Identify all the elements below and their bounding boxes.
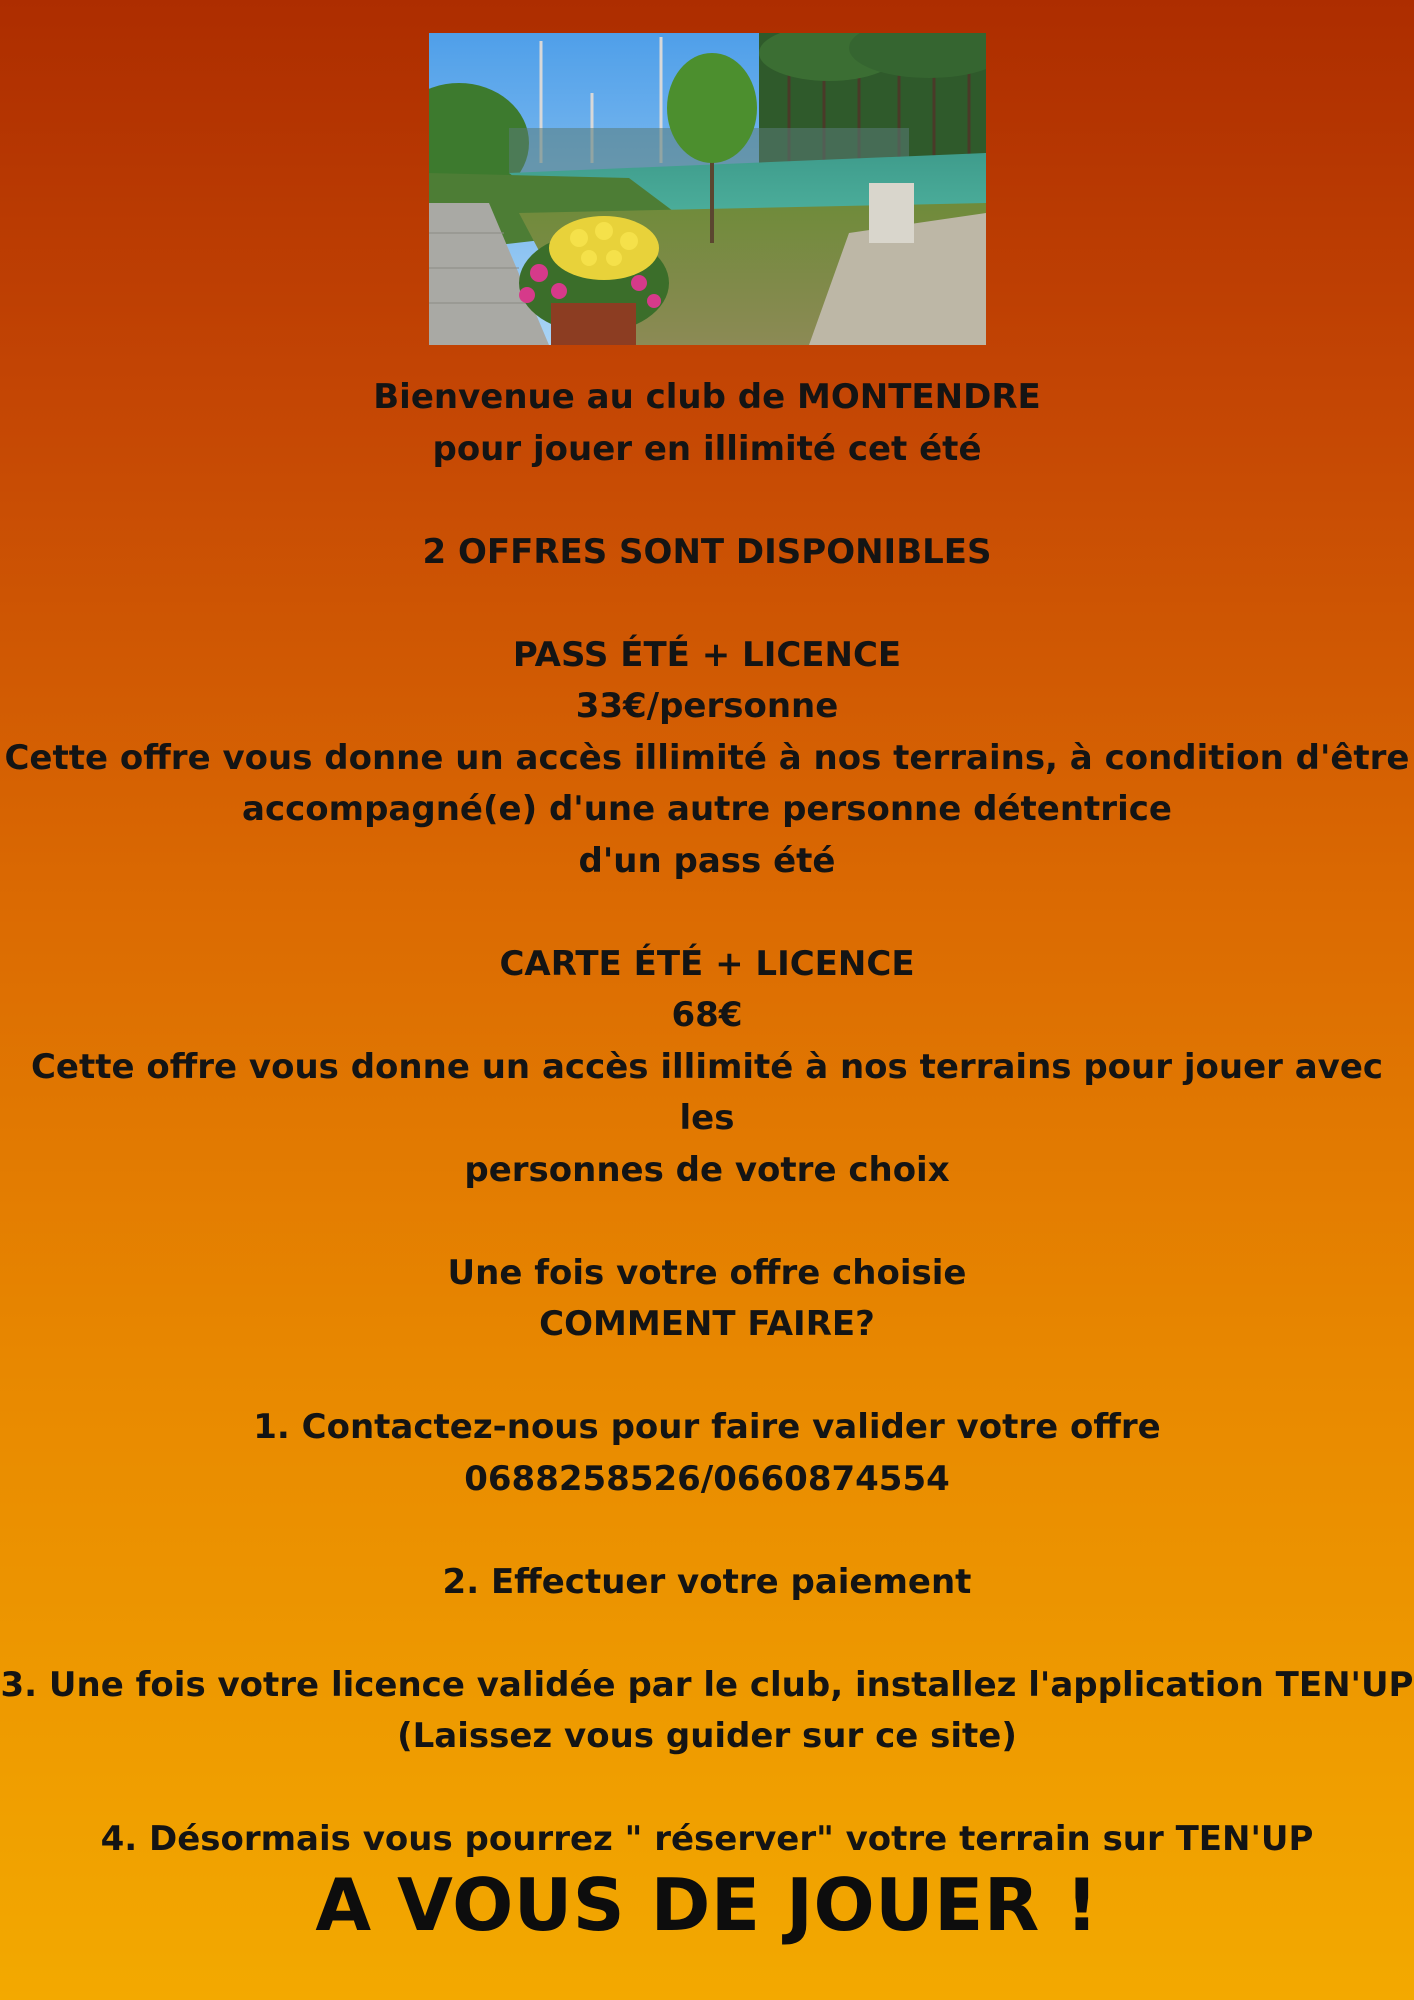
flyer-text bbox=[0, 372, 1414, 1866]
step-3-line-1: 3. Une fois votre licence validée par le club, installez l'application TEN'UP bbox=[0, 1664, 1414, 1705]
step-1: 1. Contactez-nous pour faire valider votre offre bbox=[253, 1407, 1161, 1447]
offer1-desc-2: accompagné(e) d'une autre personne détentrice bbox=[242, 789, 1172, 829]
welcome-line-1: Bienvenue au club de MONTENDRE bbox=[373, 377, 1041, 417]
offer2-title: CARTE ÉTÉ + LICENCE bbox=[499, 943, 915, 984]
step-4: 4. Désormais vous pourrez " réserver" votre terrain sur TEN'UP bbox=[100, 1819, 1314, 1859]
closing-slogan: A VOUS DE JOUER ! bbox=[315, 1863, 1099, 1947]
offer1-desc-1: Cette offre vous donne un accès illimité à nos terrains, à condition d'être bbox=[4, 737, 1410, 778]
phone-numbers: 0688258526/0660874554 bbox=[464, 1458, 950, 1499]
offer1-desc-3: d'un pass été bbox=[578, 840, 836, 881]
offer1-title: PASS ÉTÉ + LICENCE bbox=[512, 634, 902, 675]
step-2: 2. Effectuer votre paiement bbox=[442, 1561, 972, 1602]
howto-line-1: Une fois votre offre choisie bbox=[447, 1252, 967, 1293]
tennis-club-photo bbox=[429, 33, 986, 345]
step-3-line-2: (Laissez vous guider sur ce site) bbox=[397, 1716, 1017, 1756]
offers-heading: 2 OFFRES SONT DISPONIBLES bbox=[422, 531, 992, 572]
offer2-price: 68€ bbox=[671, 995, 743, 1035]
offer2-desc-1: Cette offre vous donne un accès illimité à nos terrains pour jouer avec les bbox=[30, 1046, 1384, 1138]
welcome-line-2: pour jouer en illimité cet été bbox=[432, 428, 982, 469]
offer1-price: 33€/personne bbox=[575, 686, 839, 726]
offer2-desc-2: personnes de votre choix bbox=[464, 1149, 950, 1190]
tennis-club-photo-image bbox=[429, 33, 986, 345]
howto-line-2: COMMENT FAIRE? bbox=[539, 1304, 875, 1344]
